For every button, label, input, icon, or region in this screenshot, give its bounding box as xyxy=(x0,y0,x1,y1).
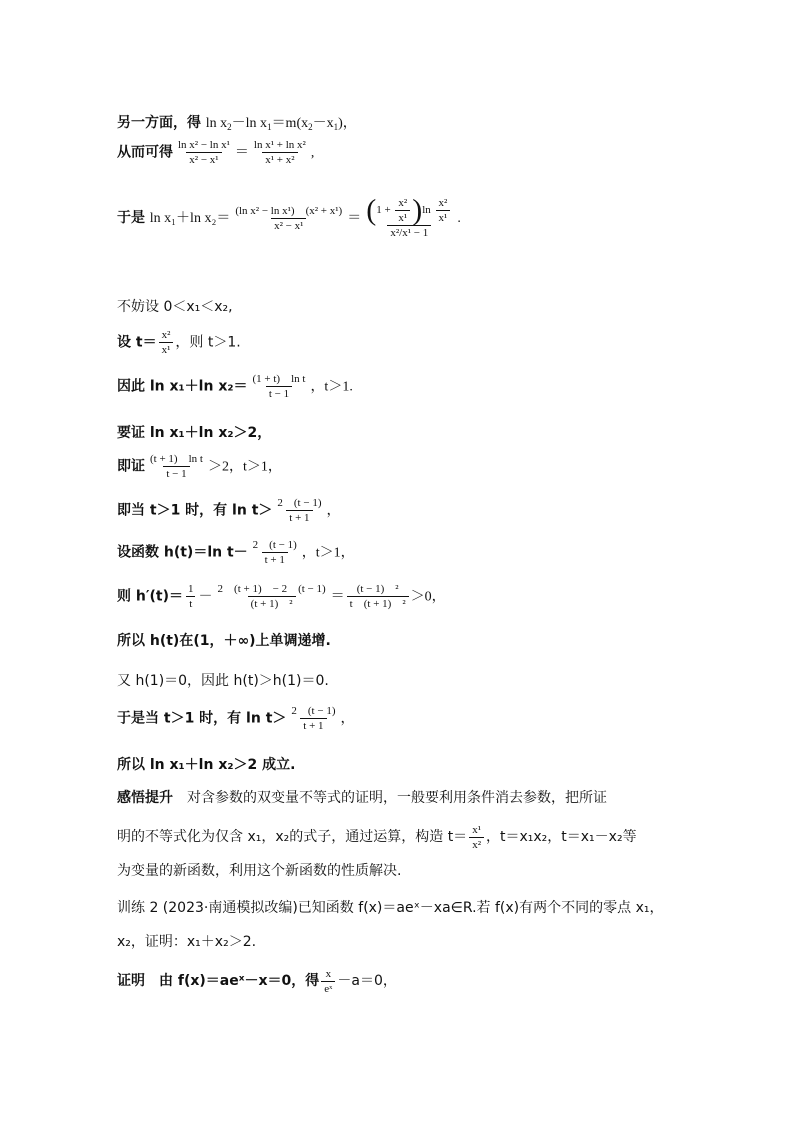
insight-paragraph xyxy=(117,788,687,886)
math-part: ＝m(x xyxy=(271,116,309,131)
text: 因此 ln x₁＋ln x₂＝ xyxy=(117,378,248,395)
numerator: (1 + $\frac{\text{x²}}{\text{x¹}}$ )ln $\frac{\text{x²}}{\text{x¹}}$ xyxy=(363,196,455,225)
fraction xyxy=(215,582,329,611)
line-12 xyxy=(117,630,331,651)
insight-text: ，t＝x₁x₂，t＝x₁－x₂等 xyxy=(486,829,637,845)
numerator: (ln x² − ln x¹) (x² + x¹) xyxy=(235,204,343,217)
fraction xyxy=(363,193,455,240)
numerator: (t + 1) ln t xyxy=(150,453,203,465)
line-4 xyxy=(117,296,233,317)
fraction xyxy=(249,372,308,401)
line-13 xyxy=(117,670,329,691)
line-14 xyxy=(117,704,354,733)
numerator: 2 (t + 1) − 2 (t − 1) xyxy=(217,583,326,595)
exercise-line-2 xyxy=(117,932,697,964)
text: 所以 h(t)在(1，＋∞)上单调递增. xyxy=(117,633,331,649)
math: ＞2，t＞1， xyxy=(207,459,282,475)
insight-text: 为变量的新函数，利用这个新函数的性质解决. xyxy=(117,863,402,879)
line-10 xyxy=(117,538,355,567)
math-part: －ln x xyxy=(231,116,268,131)
fraction xyxy=(185,582,197,611)
denominator: x¹ xyxy=(159,342,174,357)
denominator: t − 1 xyxy=(163,466,189,481)
insight-line-2 xyxy=(117,818,687,856)
insight-line-3 xyxy=(117,856,687,886)
text: ，则 t＞1. xyxy=(175,334,241,351)
numerator: x² xyxy=(161,329,171,341)
text: 不妨设 0＜x₁＜x₂, xyxy=(117,299,233,315)
text: 要证 ln x₁＋ln x₂＞2， xyxy=(117,425,272,441)
numerator: 2 (t − 1) xyxy=(252,539,297,551)
math: ln x₁＋ln x₂＝ xyxy=(149,211,231,226)
text: 所以 ln x₁＋ln x₂＞2 成立. xyxy=(117,757,296,773)
insight-text: 明的不等式化为仅含 x₁，x₂的式子，通过运算，构造 t＝ xyxy=(117,829,468,845)
numerator: (1 + t) ln t xyxy=(252,373,306,385)
fraction xyxy=(321,967,335,996)
line-15 xyxy=(117,754,295,775)
numerator: x xyxy=(325,967,332,980)
denominator: (t + 1) ² xyxy=(248,596,296,611)
text: 设函数 h(t)＝ln t－ xyxy=(117,544,248,561)
line-11 xyxy=(117,582,446,611)
math: ＞0， xyxy=(410,589,446,605)
text: 即当 t＞1 时，有 ln t＞ xyxy=(117,502,273,519)
denominator: t − 1 xyxy=(266,386,292,401)
denominator: t + 1 xyxy=(262,552,288,567)
numerator: 2 (t − 1) xyxy=(291,705,336,717)
denominator: t + 1 xyxy=(300,718,326,733)
text: 于是 xyxy=(117,210,145,226)
math: － xyxy=(198,589,213,605)
math: ， xyxy=(326,503,341,519)
fraction xyxy=(147,452,206,481)
line-6 xyxy=(117,372,353,401)
fraction xyxy=(288,704,338,733)
denominator: x²/x¹ − 1 xyxy=(387,225,431,240)
exercise-text: 训练 2 (2023·南通模拟改编)已知函数 f(x)＝aeˣ－xa∈R.若 f(x)有两个不同的零点 x₁， xyxy=(117,900,664,916)
insight-line-1 xyxy=(117,788,687,818)
denominator: x² − x¹ xyxy=(271,218,306,233)
math-part: ln x xyxy=(205,116,228,131)
line-2: 从而可得 $\frac{\text{ln x² − ln x¹}}{\text{x² − x¹}}$ ＝ $\frac{\text{ln x¹ + ln x²}}{\text{x¹ + x²}}$ , xyxy=(117,139,315,166)
text: 另一方面，得 xyxy=(117,115,201,131)
fraction xyxy=(159,328,174,357)
text: 则 h′(t)＝ xyxy=(117,588,184,605)
text: 又 h(1)＝0，因此 h(t)＞h(1)＝0. xyxy=(117,673,329,689)
denominator: x² xyxy=(469,837,484,852)
denominator: eˣ xyxy=(321,981,335,996)
fraction xyxy=(232,204,345,233)
denominator: x² − x¹ xyxy=(186,152,221,167)
exercise-text: x₂，证明：x₁＋x₂＞2. xyxy=(117,934,257,950)
proof-text: －a＝0， xyxy=(337,973,397,989)
numerator: (t − 1) ² xyxy=(356,583,399,595)
numerator: 2 (t − 1) xyxy=(277,497,322,509)
line-9 xyxy=(117,496,340,525)
line-8 xyxy=(117,452,282,481)
text: 设 t＝ xyxy=(117,334,157,351)
insight-text: 对含参数的双变量不等式的证明，一般要利用条件消去参数，把所证 xyxy=(173,790,607,806)
math: $\ln x_2-\ln$ $x_1=m(x_2-x_1)$， xyxy=(205,116,357,132)
math: ＝ xyxy=(330,589,345,605)
math: ，t＞1， xyxy=(301,545,355,561)
proof-line xyxy=(117,964,697,998)
exercise-line-1 xyxy=(117,898,697,932)
numerator: ln x¹ + ln x² xyxy=(253,139,306,151)
math-part: －x xyxy=(312,116,334,131)
fraction xyxy=(250,538,300,567)
text: 即证 xyxy=(117,458,145,475)
insight-title: 感悟提升 xyxy=(117,790,173,806)
math-part: )， xyxy=(338,116,357,131)
exercise-block xyxy=(117,898,697,998)
line-5 xyxy=(117,328,241,357)
denominator: t (t + 1) ² xyxy=(347,596,409,611)
text: 从而可得 xyxy=(117,144,173,161)
numerator: ln x² − ln x¹ xyxy=(178,139,230,151)
proof-text: 证明 由 f(x)＝aeˣ－x＝0，得 xyxy=(117,973,320,989)
denominator: t + 1 xyxy=(286,510,312,525)
math: ＝ xyxy=(347,211,362,226)
fraction xyxy=(274,496,324,525)
fraction xyxy=(469,823,484,852)
denominator: t xyxy=(186,596,195,611)
fraction xyxy=(175,138,233,167)
line-7 xyxy=(117,422,271,443)
math: ，t＞1. xyxy=(310,379,353,395)
text: 于是当 t＞1 时，有 ln t＞ xyxy=(117,710,287,727)
line-1 xyxy=(117,112,357,137)
denominator: x¹ + x² xyxy=(262,152,297,167)
line-3: 于是 ln x₁＋ln x₂＝ $\frac{\text{(ln x² − ln x¹) (x² + x¹)}}{\text{x² − x¹}}$ ＝ (1 + $\frac{\text{x²}}{\text{x¹}}$ )ln $\frac{\text{x²}}{\text{x¹}}$ x²/x¹ − 1 . xyxy=(117,193,461,239)
fraction xyxy=(251,138,309,167)
numerator: x¹ xyxy=(472,823,481,836)
numerator: 1 xyxy=(188,583,194,595)
fraction xyxy=(347,582,409,611)
math: ， xyxy=(340,711,355,727)
